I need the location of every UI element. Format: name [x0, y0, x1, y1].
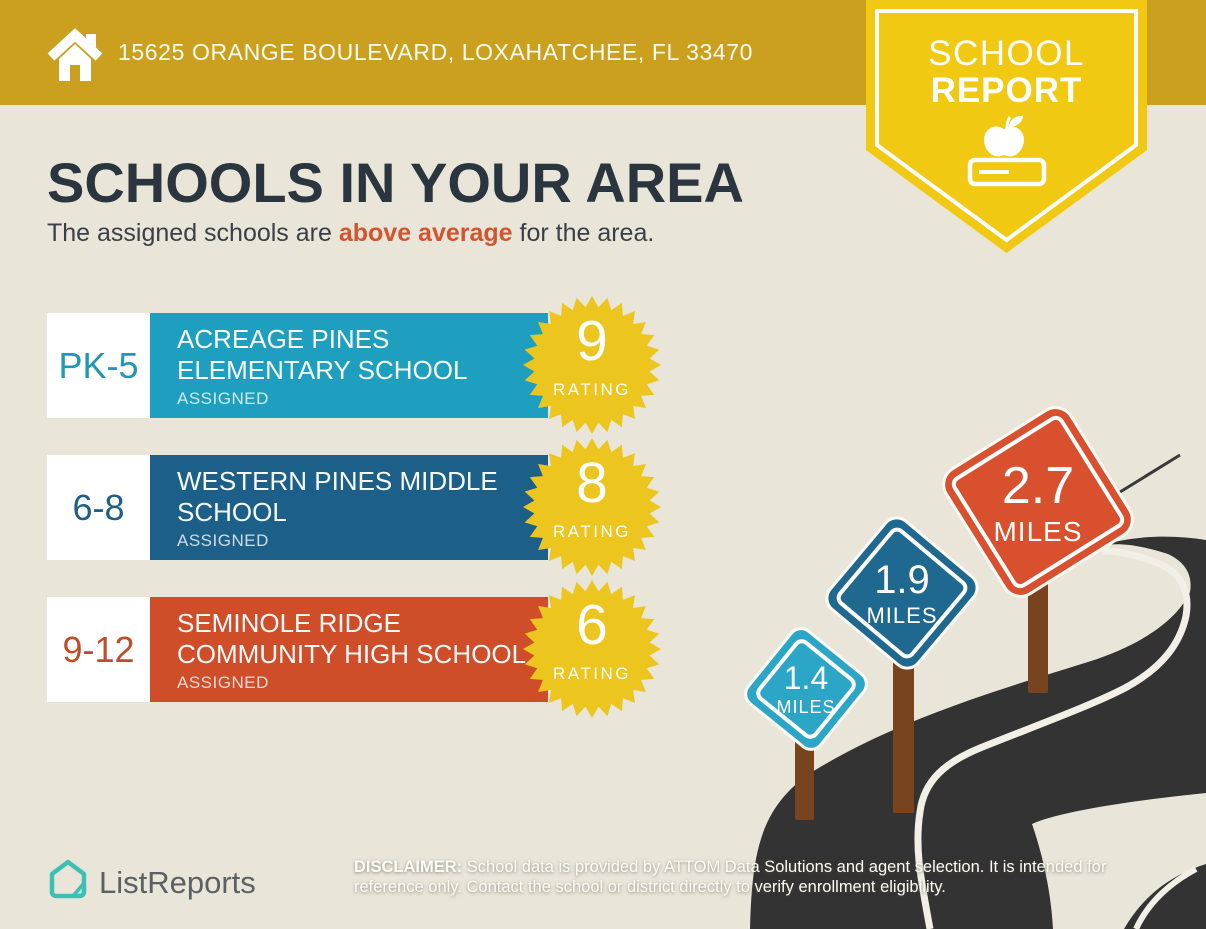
grade-range: 9-12	[47, 597, 150, 702]
brand-name: ListReports	[99, 864, 256, 900]
rating-label: RATING	[553, 664, 631, 683]
distance-value: 1.4	[783, 660, 829, 696]
grade-range: PK-5	[47, 313, 150, 418]
disclaimer-label: DISCLAIMER:	[354, 858, 463, 876]
school-bar	[150, 455, 548, 560]
distance-value: 2.7	[1001, 457, 1075, 515]
school-name: WESTERN PINES MIDDLE SCHOOL	[177, 466, 498, 527]
distance-label	[761, 644, 851, 734]
rating-value: 8	[576, 451, 608, 515]
school-status: ASSIGNED	[177, 530, 269, 550]
school-row	[47, 451, 717, 560]
disclaimer-text: School data is provided by ATTOM Data Solutions and agent selection. It is intended for reference only. Contact the school or district directly to verify enrollment eligibility.	[354, 858, 1107, 896]
distance-value: 1.9	[874, 557, 930, 602]
badge-title-line1: SCHOOL	[928, 34, 1085, 73]
rating-value: 9	[576, 309, 608, 373]
distance-label	[846, 537, 958, 649]
sign-post	[893, 658, 914, 813]
school-status: ASSIGNED	[177, 388, 269, 408]
listreports-house-icon	[47, 858, 89, 907]
distance-unit: MILES	[776, 697, 836, 717]
rating-label: RATING	[553, 380, 631, 399]
rating-badge	[522, 437, 662, 577]
distance-unit: MILES	[866, 602, 938, 628]
school-bar	[150, 597, 548, 702]
distance-label	[966, 430, 1110, 574]
school-bar	[150, 313, 548, 418]
apple-on-book-icon	[957, 106, 1057, 197]
subtitle-prefix: The assigned schools are	[47, 219, 339, 247]
disclaimer	[354, 858, 1136, 898]
distance-unit: MILES	[993, 516, 1083, 547]
property-address: 15625 ORANGE BOULEVARD, LOXAHATCHEE, FL 33470	[118, 39, 754, 65]
school-name: SEMINOLE RIDGE COMMUNITY HIGH SCHOOL	[177, 608, 527, 669]
school-report-ribbon	[866, 0, 1147, 253]
badge-title-line2: REPORT	[930, 71, 1083, 110]
listreports-logo	[47, 858, 256, 907]
rating-value: 6	[576, 593, 608, 657]
grade-range: 6-8	[47, 455, 150, 560]
subtitle-suffix: for the area.	[512, 219, 655, 247]
rating-badge	[522, 579, 662, 719]
rating-label: RATING	[553, 522, 631, 541]
page-subtitle	[47, 219, 654, 248]
page-title: SCHOOLS IN YOUR AREA	[47, 151, 744, 214]
school-name: ACREAGE PINES ELEMENTARY SCHOOL	[177, 324, 468, 385]
subtitle-highlight: above average	[338, 219, 513, 247]
school-row	[47, 593, 717, 702]
rating-badge	[522, 295, 662, 435]
school-status: ASSIGNED	[177, 672, 269, 692]
school-row	[47, 309, 717, 418]
